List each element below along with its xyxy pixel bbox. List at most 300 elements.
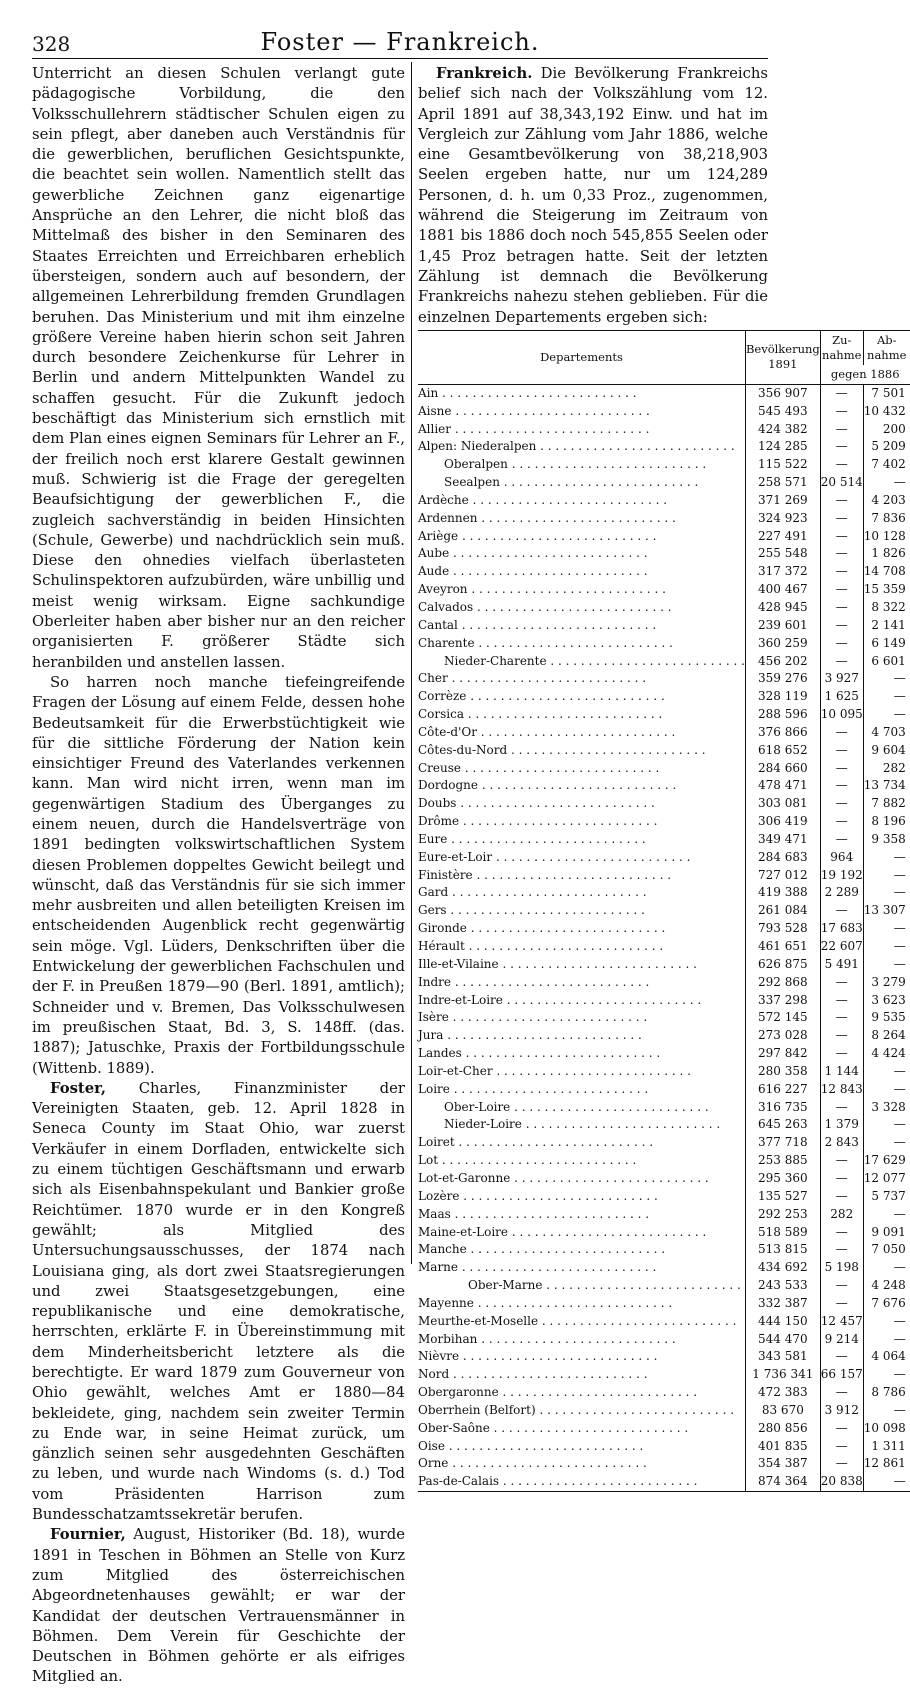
zunahme-cell: 9 214 [820,1331,863,1349]
zunahme-cell: — [820,510,863,528]
population-cell: 793 528 [745,920,820,938]
table-row [418,528,910,546]
population-cell: 434 692 [745,1259,820,1277]
table-row [418,688,910,706]
abnahme-cell: 3 328 [863,1099,910,1117]
departement-cell: Nord . . . [418,1366,745,1384]
departement-cell: Cher . . . [418,670,745,688]
population-cell: 456 202 [745,653,820,671]
abnahme-cell: — [863,920,910,938]
header-bevoelkerung: Bevölkerung 1891 [745,330,820,384]
abnahme-cell: 7 050 [863,1241,910,1259]
population-cell: 328 119 [745,688,820,706]
departement-cell: Aisne . . . [418,403,745,421]
departement-cell: Obergaronne . . . [418,1384,745,1402]
departement-cell: Mayenne . . . [418,1295,745,1313]
departement-cell: Ille-et-Vilaine . . . [418,956,745,974]
population-cell: 645 263 [745,1116,820,1134]
population-cell: 874 364 [745,1473,820,1491]
zunahme-cell: — [820,1384,863,1402]
table-row [418,510,910,528]
departement-cell: Ain . . . [418,384,745,402]
departement-cell: Allier . . . [418,421,745,439]
departement-cell: Meurthe-et-Moselle . . . [418,1313,745,1331]
population-cell: 227 491 [745,528,820,546]
population-cell: 284 683 [745,849,820,867]
departement-cell: Aveyron . . . [418,581,745,599]
table-row [418,563,910,581]
departement-cell: Ober-Marne . . . [418,1277,745,1295]
abnahme-cell: — [863,867,910,885]
departement-cell: Orne . . . [418,1455,745,1473]
zunahme-cell: 20 838 [820,1473,863,1491]
abnahme-cell: 17 629 [863,1152,910,1170]
zunahme-cell: — [820,1241,863,1259]
zunahme-cell: 282 [820,1206,863,1224]
population-cell: 316 735 [745,1099,820,1117]
population-cell: 253 885 [745,1152,820,1170]
zunahme-cell: 12 457 [820,1313,863,1331]
population-cell: 303 081 [745,795,820,813]
departement-cell: Oberrhein (Belfort) . . . [418,1402,745,1420]
population-table [418,330,910,1492]
departement-cell: Gironde . . . [418,920,745,938]
departement-cell: Indre . . . [418,974,745,992]
table-row [418,438,910,456]
table-row [418,938,910,956]
page-header [32,26,768,56]
table-row [418,1366,910,1384]
departement-cell: Ardennen . . . [418,510,745,528]
zunahme-cell: 3 912 [820,1402,863,1420]
population-cell: 332 387 [745,1295,820,1313]
table-row [418,1331,910,1349]
table-row [418,1009,910,1027]
abnahme-cell: 9 604 [863,742,910,760]
abnahme-cell: 7 501 [863,384,910,402]
population-cell: 545 493 [745,403,820,421]
population-cell: 337 298 [745,992,820,1010]
table-row [418,706,910,724]
headword: Foster, [50,1079,107,1097]
table-row [418,920,910,938]
abnahme-cell: 8 786 [863,1384,910,1402]
departement-cell: Eure . . . [418,831,745,849]
table-row [418,884,910,902]
abnahme-cell: 8 322 [863,599,910,617]
departement-cell: Ober-Loire . . . [418,1099,745,1117]
entry-foster [32,1079,405,1526]
table-row [418,384,910,402]
header-gegen: gegen 1886 [820,365,910,385]
population-cell: 297 842 [745,1045,820,1063]
headword: Fournier, [50,1526,126,1544]
zunahme-cell: — [820,438,863,456]
table-row [418,635,910,653]
zunahme-cell: — [820,777,863,795]
departement-cell: Landes . . . [418,1045,745,1063]
zunahme-cell: — [820,831,863,849]
departement-cell: Maas . . . [418,1206,745,1224]
abnahme-cell: — [863,938,910,956]
abnahme-cell: 13 307 [863,902,910,920]
population-cell: 626 875 [745,956,820,974]
entry-text: Die Bevölkerung Frankreichs belief sich nach der Volkszählung vom 12. April 1891 auf 38,343,192 Einw. und hat im Vergleich zur Zählung vom Jahr 1886, welche eine Gesamtbevölkerung von 38,218,903 Seelen ergeben hatte, nur um 124,289 Personen, d. h. um 0,33 Proz., zugenommen, während die Steigerung im Zeitraum von 1881 bis 1886 doch noch 545,855 Seelen oder 1,45 Proz betragen hatte. Seit der letzten Zählung ist demnach die Bevölkerung Frankreichs nahezu stehen geblieben. Für die einzelnen Departements ergeben sich: [418,65,768,326]
abnahme-cell: — [863,1313,910,1331]
population-cell: 419 388 [745,884,820,902]
population-cell: 280 856 [745,1420,820,1438]
departement-cell: Alpen: Niederalpen . . . [418,438,745,456]
zunahme-cell: — [820,492,863,510]
table-row [418,724,910,742]
zunahme-cell: — [820,1455,863,1473]
abnahme-cell: 12 861 [863,1455,910,1473]
abnahme-cell: 2 141 [863,617,910,635]
zunahme-cell: — [820,1099,863,1117]
population-cell: 295 360 [745,1170,820,1188]
population-cell: 572 145 [745,1009,820,1027]
zunahme-cell: — [820,742,863,760]
departement-cell: Gers . . . [418,902,745,920]
zunahme-cell: 1 144 [820,1063,863,1081]
table-row [418,1473,910,1491]
zunahme-cell: 964 [820,849,863,867]
population-cell: 280 358 [745,1063,820,1081]
population-cell: 273 028 [745,1027,820,1045]
abnahme-cell: — [863,706,910,724]
population-cell: 354 387 [745,1455,820,1473]
zunahme-cell: — [820,1027,863,1045]
zunahme-cell: — [820,1277,863,1295]
departement-cell: Ober-Saône . . . [418,1420,745,1438]
population-cell: 255 548 [745,545,820,563]
abnahme-cell: — [863,1116,910,1134]
departement-cell: Drôme . . . [418,813,745,831]
zunahme-cell: 3 927 [820,670,863,688]
abnahme-cell: 6 149 [863,635,910,653]
departement-cell: Nièvre . . . [418,1348,745,1366]
abnahme-cell: 3 279 [863,974,910,992]
population-cell: 292 253 [745,1206,820,1224]
running-head: Foster — Frankreich. [260,28,540,56]
population-cell: 324 923 [745,510,820,528]
abnahme-cell: 4 203 [863,492,910,510]
zunahme-cell: 22 607 [820,938,863,956]
population-cell: 544 470 [745,1331,820,1349]
departement-cell: Indre-et-Loire . . . [418,992,745,1010]
table-row [418,777,910,795]
departement-cell: Loir-et-Cher . . . [418,1063,745,1081]
zunahme-cell: — [820,760,863,778]
abnahme-cell: — [863,884,910,902]
departement-cell: Pas-de-Calais . . . [418,1473,745,1491]
zunahme-cell: — [820,1224,863,1242]
abnahme-cell: — [863,849,910,867]
zunahme-cell: — [820,528,863,546]
table-row [418,1170,910,1188]
population-cell: 243 533 [745,1277,820,1295]
table-row [418,956,910,974]
table-row [418,1063,910,1081]
population-cell: 401 835 [745,1438,820,1456]
departement-cell: Nieder-Loire . . . [418,1116,745,1134]
zunahme-cell: — [820,1420,863,1438]
population-cell: 284 660 [745,760,820,778]
entry-frankreich [418,64,768,328]
population-cell: 727 012 [745,867,820,885]
table-row [418,813,910,831]
abnahme-cell: — [863,1063,910,1081]
table-row [418,492,910,510]
departement-cell: Aube . . . [418,545,745,563]
population-cell: 616 227 [745,1081,820,1099]
zunahme-cell: — [820,581,863,599]
abnahme-cell: — [863,1402,910,1420]
population-cell: 513 815 [745,1241,820,1259]
population-cell: 258 571 [745,474,820,492]
population-cell: 618 652 [745,742,820,760]
zunahme-cell: 1 379 [820,1116,863,1134]
zunahme-cell: — [820,1438,863,1456]
table-row [418,795,910,813]
zunahme-cell: — [820,653,863,671]
table-row [418,1027,910,1045]
zunahme-cell: — [820,1348,863,1366]
table-row [418,1152,910,1170]
population-cell: 359 276 [745,670,820,688]
entry-fournier [32,1525,405,1687]
departement-cell: Eure-et-Loir . . . [418,849,745,867]
departement-cell: Lot-et-Garonne . . . [418,1170,745,1188]
zunahme-cell: — [820,795,863,813]
zunahme-cell: — [820,1009,863,1027]
departement-cell: Oberalpen . . . [418,456,745,474]
abnahme-cell: 4 064 [863,1348,910,1366]
zunahme-cell: — [820,545,863,563]
zunahme-cell: 5 491 [820,956,863,974]
table-row [418,456,910,474]
departement-cell: Lot . . . [418,1152,745,1170]
table-body [418,384,910,1491]
paragraph: Unterricht an diesen Schulen verlangt gute pädagogische Vorbildung, die den Volksschullehrern städtischer Schulen eigen zu sein pflegt, aber daneben auch Verständnis für die gewerblichen, beruflichen Gesichtspunkte, die beachtet sein wollen. Namentlich stellt das gewerbliche Zeichnen ganz eigenartige Ansprüche an den Lehrer, die nicht bloß das Mittelmaß des bisher in den Seminaren des Staates Erreichten und Erreichbaren erheblich übersteigen, sondern auch auf besondern, der allgemeinen Lehrerbildung fremden Grundlagen beruhen. Das Ministerium und mit ihm einzelne größere Vereine haben hierin schon seit Jahren durch besondere Zeichenkurse für Lehrer in Berlin und andern Mittelpunkten Wandel zu schaffen gesucht. Für die Zukunft jedoch beschäftigt das Ministerium sich ernstlich mit dem Plan eines eignen Seminars für Lehrer an F., der freilich noch erst klarere Gestalt gewinnen muß. Schwierig ist die Frage der geregelten Beaufsichtigung der gewerblichen F., die zugleich sachverständig in beiden Hinsichten (Schule, Gewerbe) und nachdrücklich sein muß. Diese den ohnedies vielfach überlasteten Schulinspektoren aufzubürden, wäre unbillig und meist wenig wirksam. Eigne sachkundige Oberleiter haben aber bisher nur an den reicher organisierten F. größerer Städte sich heranbilden und anstellen lassen. [32,65,405,671]
table-row [418,849,910,867]
departement-cell: Jura . . . [418,1027,745,1045]
abnahme-cell: 4 248 [863,1277,910,1295]
table-row [418,992,910,1010]
population-cell: 472 383 [745,1384,820,1402]
abnahme-cell: — [863,1134,910,1152]
table-row [418,1224,910,1242]
departement-cell: Dordogne . . . [418,777,745,795]
abnahme-cell: 200 [863,421,910,439]
abnahme-cell: — [863,670,910,688]
table-row [418,1206,910,1224]
zunahme-cell: — [820,902,863,920]
abnahme-cell: — [863,1366,910,1384]
right-column [418,64,907,1492]
table-row [418,1402,910,1420]
zunahme-cell: — [820,599,863,617]
table-row [418,1081,910,1099]
table-row [418,1420,910,1438]
departement-cell: Hérault . . . [418,938,745,956]
departement-cell: Ardèche . . . [418,492,745,510]
abnahme-cell: 10 098 [863,1420,910,1438]
abnahme-cell: — [863,1331,910,1349]
abnahme-cell: 10 432 [863,403,910,421]
population-cell: 371 269 [745,492,820,510]
table-row [418,599,910,617]
population-cell: 518 589 [745,1224,820,1242]
abnahme-cell: 1 826 [863,545,910,563]
population-cell: 135 527 [745,1188,820,1206]
zunahme-cell: 2 843 [820,1134,863,1152]
zunahme-cell: — [820,813,863,831]
departement-cell: Calvados . . . [418,599,745,617]
zunahme-cell: — [820,1045,863,1063]
abnahme-cell: 8 264 [863,1027,910,1045]
departement-cell: Côtes-du-Nord . . . [418,742,745,760]
departement-cell: Loire . . . [418,1081,745,1099]
population-cell: 288 596 [745,706,820,724]
abnahme-cell: 13 734 [863,777,910,795]
departement-cell: Corrèze . . . [418,688,745,706]
table-row [418,867,910,885]
population-cell: 376 866 [745,724,820,742]
population-cell: 317 372 [745,563,820,581]
table-row [418,617,910,635]
header-abnahme: Ab-nahme [863,330,910,365]
departement-cell: Finistère . . . [418,867,745,885]
population-cell: 261 084 [745,902,820,920]
zunahme-cell: — [820,1170,863,1188]
population-cell: 377 718 [745,1134,820,1152]
table-row [418,1116,910,1134]
population-cell: 400 467 [745,581,820,599]
abnahme-cell: 8 196 [863,813,910,831]
departement-cell: Manche . . . [418,1241,745,1259]
population-cell: 124 285 [745,438,820,456]
abnahme-cell: 15 359 [863,581,910,599]
population-cell: 349 471 [745,831,820,849]
departement-cell: Charente . . . [418,635,745,653]
abnahme-cell: 6 601 [863,653,910,671]
abnahme-cell: 9 091 [863,1224,910,1242]
abnahme-cell: 10 128 [863,528,910,546]
table-row [418,1259,910,1277]
abnahme-cell: — [863,474,910,492]
abnahme-cell: 282 [863,760,910,778]
departement-cell: Loiret . . . [418,1134,745,1152]
zunahme-cell: 5 198 [820,1259,863,1277]
abnahme-cell: 1 311 [863,1438,910,1456]
zunahme-cell: — [820,456,863,474]
population-cell: 356 907 [745,384,820,402]
population-cell: 461 651 [745,938,820,956]
entry-text: Charles, Finanzminister der Vereinigten Staaten, geb. 12. April 1828 in Seneca County im Staat Ohio, war zuerst Verkäufer in einem Dorfladen, entwickelte sich zu einem tüchtigen Geschäftsmann und erwarb sich als Eisenbahnspekulant und Bankier große Reichtümer. 1870 wurde er in den Kongreß gewählt; als Mitglied des Untersuchungsausschusses, der 1874 nach Louisiana ging, als dort zwei Staatsregierungen und zwei Staatsgesetzgebungen, eine republikanische und eine demokratische, herrschten, erklärte F. in Übereinstimmung mit dem Minderheitsbericht letztere als die berechtigte. Er ward 1879 zum Gouverneur von Ohio gewählt, welches Amt er 1880—84 bekleidete, ging, nachdem sein zweiter Termin zu Ende war, in seine Heimat zurück, um gänzlich seinen sehr ausgedehnten Geschäften zu leben, und wurde nach Windoms (s. d.) Tod vom Präsidenten Harrison zum Bundesschatzamtssekretär berufen. [32,1079,405,1524]
table-row [418,831,910,849]
abnahme-cell: 5 209 [863,438,910,456]
population-cell: 83 670 [745,1402,820,1420]
population-cell: 360 259 [745,635,820,653]
left-column [32,64,405,1688]
table-row [418,670,910,688]
zunahme-cell: — [820,724,863,742]
population-cell: 292 868 [745,974,820,992]
abnahme-cell: 9 358 [863,831,910,849]
population-cell: 306 419 [745,813,820,831]
abnahme-cell: 5 737 [863,1188,910,1206]
departement-cell: Côte-d'Or . . . [418,724,745,742]
table-row [418,474,910,492]
departement-cell: Morbihan . . . [418,1331,745,1349]
departement-cell: Seealpen . . . [418,474,745,492]
table-row [418,1134,910,1152]
population-cell: 424 382 [745,421,820,439]
abnahme-cell: 7 402 [863,456,910,474]
zunahme-cell: 20 514 [820,474,863,492]
table-row [418,653,910,671]
population-cell: 444 150 [745,1313,820,1331]
abnahme-cell: — [863,1473,910,1491]
population-cell: 478 471 [745,777,820,795]
table-row [418,1384,910,1402]
table-row [418,421,910,439]
header-zunahme: Zu-nahme [820,330,863,365]
zunahme-cell: — [820,635,863,653]
zunahme-cell: 12 843 [820,1081,863,1099]
paragraph: So harren noch manche tiefeingreifende Fragen der Lösung auf einem Felde, dessen hohe Bedeutsamkeit für die Erwerbstüchtigkeit wie für die sittliche Förderung der Nation kein einsichtiger Freund des Vaterlandes verkennen kann. Man wird nicht irren, wenn man im gegenwärtigen Stadium des Überganges zu einem neuen, durch die Handelsverträge von 1891 bedingten volkswirtschaftlichen System diesen Problemen doppeltes Gewicht beilegt und wünscht, daß das Verständnis für sie sich immer mehr ausbreiten und allen beteiligten Kreisen im entscheidenden Augenblick recht gegenwärtig sein möge. Vgl. Lüders, Denkschriften über die Entwickelung der gewerblichen Fachschulen und der F. in Preußen 1879—90 (Berl. 1891, amtlich); Schneider und v. Bremen, Das Volksschulwesen im preußischen Staat, Bd. 3, S. 148ff. (das. 1887); Jatuschke, Praxis der Fortbildungsschule (Wittenb. 1889). [32,673,405,1077]
table-row [418,1277,910,1295]
abnahme-cell: — [863,956,910,974]
departement-cell: Nieder-Charente . . . [418,653,745,671]
abnahme-cell: 3 623 [863,992,910,1010]
zunahme-cell: — [820,403,863,421]
abnahme-cell: — [863,1206,910,1224]
abnahme-cell: — [863,1259,910,1277]
zunahme-cell: — [820,1295,863,1313]
zunahme-cell: — [820,1152,863,1170]
abnahme-cell: 7 836 [863,510,910,528]
zunahme-cell: — [820,974,863,992]
zunahme-cell: — [820,1188,863,1206]
zunahme-cell: 10 095 [820,706,863,724]
departement-cell: Maine-et-Loire . . . [418,1224,745,1242]
departement-cell: Creuse . . . [418,760,745,778]
abnahme-cell: 9 535 [863,1009,910,1027]
headword: Frankreich. [436,65,533,82]
table-row [418,1241,910,1259]
abnahme-cell: 4 424 [863,1045,910,1063]
abnahme-cell: 7 882 [863,795,910,813]
table-row [418,581,910,599]
population-cell: 239 601 [745,617,820,635]
zunahme-cell: — [820,563,863,581]
entry-text: August, Historiker (Bd. 18), wurde 1891 in Teschen in Böhmen an Stelle von Kurz zum Mitglied des österreichischen Abgeordnetenhauses gewählt; er war der Kandidat der deutschen Vertrauensmänner in Böhmen. Dem Verein für Geschichte der Deutschen in Böhmen gehörte er als eifriges Mitglied an. [32,1526,405,1686]
table-row [418,1313,910,1331]
header-rule [32,58,768,59]
abnahme-cell: 12 077 [863,1170,910,1188]
table-row [418,1295,910,1313]
departement-cell: Isère . . . [418,1009,745,1027]
abnahme-cell: — [863,1081,910,1099]
departement-cell: Marne . . . [418,1259,745,1277]
table-row [418,974,910,992]
zunahme-cell: — [820,617,863,635]
zunahme-cell: 1 625 [820,688,863,706]
zunahme-cell: 17 683 [820,920,863,938]
departement-cell: Doubs . . . [418,795,745,813]
